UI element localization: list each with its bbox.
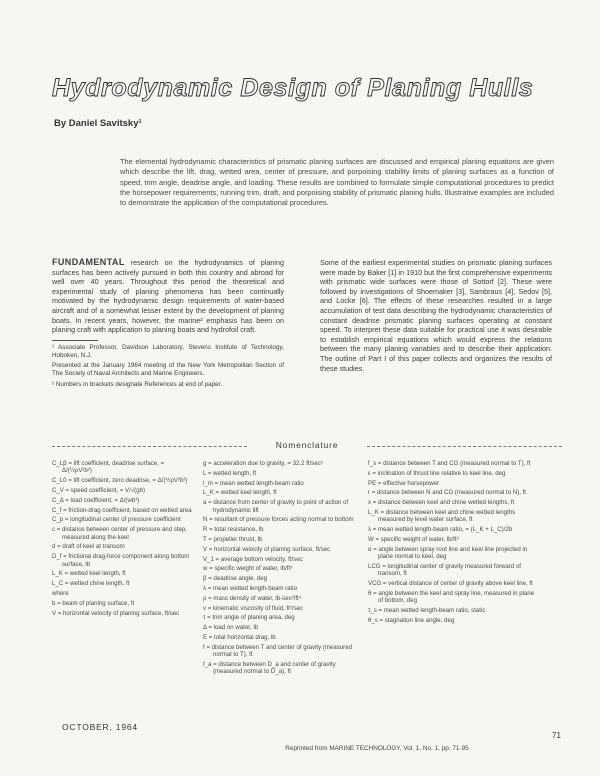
nomenclature-entry: L_C = wetted chine length, ft [52,580,130,588]
nomenclature-entry: T = propeller thrust, lb [203,535,263,543]
nomenclature-title: Nomenclature [252,440,362,450]
nomenclature-entry: C_f = friction-drag coefficient, based on wetted area [52,506,192,514]
nomenclature-entry: c = distance between center of pressure and step, measured along the keel [52,526,187,541]
nomenclature-entry: ε = inclination of thrust line relative to keel line, deg [368,469,506,477]
nomenclature-entry: VCG = vertical distance of center of gravity above keel line, ft [368,580,533,588]
nomenclature-column-1 [52,460,194,619]
nomenclature-entry: V = horizontal velocity of planing surface, ft/sec [203,545,331,553]
nomenclature-entry: θ_s = stagnation line angle, deg [368,616,455,624]
nomenclature-entry: f_a = distance between D_a and center of gravity (measured normal to D_a), ft [203,660,336,676]
intro-paragraph [52,258,284,335]
nomenclature-entry: a = distance from center of gravity to point of action of hydrodynamic lift [203,499,349,514]
nomenclature-entry: Δ = load on water, lb [203,624,259,632]
abstract: The elemental hydrodynamic characteristics of prismatic planing surfaces are discussed and empirical planing equations are given which describe the lift, drag, wetted area, center of pressure, and porpoising stability limits of planing surfaces as a function of speed, trim angle, deadrise angle, and loading. These results are combined to formulate simple computational procedures to predict the horsepower requirements, running trim, draft, and porpoising stability of prismatic planing hulls. Illustrative examples are included to demonstrate the application of the computational procedures. [120,157,554,208]
nomenclature-column-3 [368,460,538,627]
body-column-right: Some of the earliest experimental studies on prismatic planing surfaces were made by Baker [1] in 1910 but the first comprehensive experiments with prismatic wide surfaces were those of Sottorf [2]. These were followed by investigations of Shoemaker [3], Sambraus [4], Sedov [5], and Locke [6]. The effects of these researches resulted in a large accumulation of test data describing the hydrodynamic characteristics of constant deadrise prismatic planing surfaces operating at constant speed. To interpret these data suitable for practical use it was desirable to establish empirical equations which would express the relations between the many planing variables and to describe their application. The outline of Part I of this paper collects and organizes the results of these studies. [320,258,552,373]
nomenclature-rule-right [367,446,562,447]
nomenclature-entry: PE = effective horsepower [368,479,440,487]
nomenclature-entry: θ = angle between the keel and spray line, measured in plane of bottom, deg [368,589,535,605]
nomenclature-entry: f = distance between T and center of gravity (measured normal to T), ft [203,643,352,659]
nomenclature-entry: L_K = wetted keel length, ft [203,489,277,497]
nomenclature-entry: g = acceleration due to gravity, = 32.2 ft/sec² [203,460,323,467]
intro-lead-word: FUNDAMENTAL [52,257,125,267]
page-number: 71 [552,731,561,740]
reprint-notice: Reprinted from MARINE TECHNOLOGY, Vol. 1, No. 1, pp. 71-95 [285,745,469,752]
nomenclature-entry: C_V = speed coefficient, = V/√(gb) [52,487,145,494]
footnote: Presented at the January 1964 meeting of the New York Metropolitan Section of The Society of Naval Architects and Marine Engineers. [52,362,284,378]
nomenclature-rule-left [52,446,247,447]
nomenclature-header [52,440,562,452]
nomenclature-entry: V = horizontal velocity of planing surface, ft/sec [52,609,180,617]
issue-date: OCTOBER, 1964 [62,722,138,732]
nomenclature-entry: D_f = frictional drag-force component along bottom surface, lb [52,553,190,568]
nomenclature-entry: C_p = longitudinal center of pressure coefficient [52,516,181,524]
footnote: ² Numbers in brackets designate References at end of paper. [52,380,223,388]
nomenclature-entry: C_Lβ = lift coefficient, deadrise surface, = Δ/(½ρV²b²) [52,460,165,475]
nomenclature-entry: b = beam of planing surface, ft [52,599,135,607]
nomenclature-entry: λ = mean wetted length-beam ratio, = (L_K + L_C)/2b [368,526,513,534]
footnote-divider [52,340,98,341]
nomenclature-entry: L_K = wetted keel length, ft [52,570,126,578]
nomenclature-entry: ρ = mass density of water, lb-sec²/ft⁴ [203,594,302,602]
nomenclature-entry: E = total horizontal drag, lb [203,633,276,641]
paper-title: Hydrodynamic Design of Planing Hulls [52,74,534,102]
nomenclature-entry: ν = kinematic viscosity of fluid, ft²/sec [203,604,304,612]
nomenclature-entry: d = draft of keel at transom [52,543,125,551]
nomenclature-column-2 [203,460,355,678]
nomenclature-entry: λ = mean wetted length-beam ratio [203,584,297,592]
nomenclature-entry: f_s = distance between T and CG (measured normal to T), ft [368,460,531,467]
body-column-left [52,258,284,391]
nomenclature-entry: l_m = mean wetted length-beam ratio [203,479,304,487]
nomenclature-entry: C_L0 = lift coefficient, zero deadrise, = Δ/(½ρV²b²) [52,477,188,485]
nomenclature-entry: N = resultant of pressure forces acting normal to bottom [203,516,354,524]
nomenclature-entry: C_Δ = load coefficient, = Δ/(wb³) [52,496,140,504]
nomenclature-entry: τ_s = mean wetted length-beam ratio, static [368,607,486,615]
nomenclature-entry: R = total resistance, lb [203,526,264,534]
nomenclature-entry: W = specific weight of water, lb/ft³ [368,535,459,543]
nomenclature-entry: τ = trim angle of planing area, deg [203,614,295,622]
footnote: ¹ Associate Professor, Davidson Laboratory, Stevens Institute of Technology, Hoboken, N.J. [52,343,284,359]
author-byline: By Daniel Savitsky¹ [54,118,142,129]
nomenclature-entry: LCG = longitudinal center of gravity measured forward of transom, ft [368,562,521,578]
nomenclature-entry: V_1 = average bottom velocity, ft/sec [203,555,303,563]
nomenclature-entry: where [52,589,69,597]
nomenclature-entry: β = deadrise angle, deg [203,575,267,583]
intro-text: research on the hydrodynamics of planing surfaces has been actively pursued in both this country and abroad for well over 40 years. Throughout this period the theoretical and experimental study of planing phenomena has been continually motivated by the hydrodynamic design requirements of water-based aircraft and of a somewhat lesser extent by the development of planing boats. In recent years, however, the marine² emphasis has been on planing craft with application to planing boats and hydrofoil craft. [52,258,284,335]
nomenclature-entry: x = distance between keel and chine wetted lengths, ft [368,499,515,507]
nomenclature-entry: L_K = distance between keel and chine wetted lengths measured by level water surface, ft [368,508,516,524]
nomenclature-entry: L = wetted length, ft [203,469,257,477]
nomenclature-entry: w = specific weight of water, lb/ft³ [203,565,293,573]
nomenclature-entry: α = angle between spray root line and keel line projected in plane normal to keel, deg [368,545,528,561]
nomenclature-entry: r = distance between N and CG (measured normal to N), ft [368,489,527,497]
